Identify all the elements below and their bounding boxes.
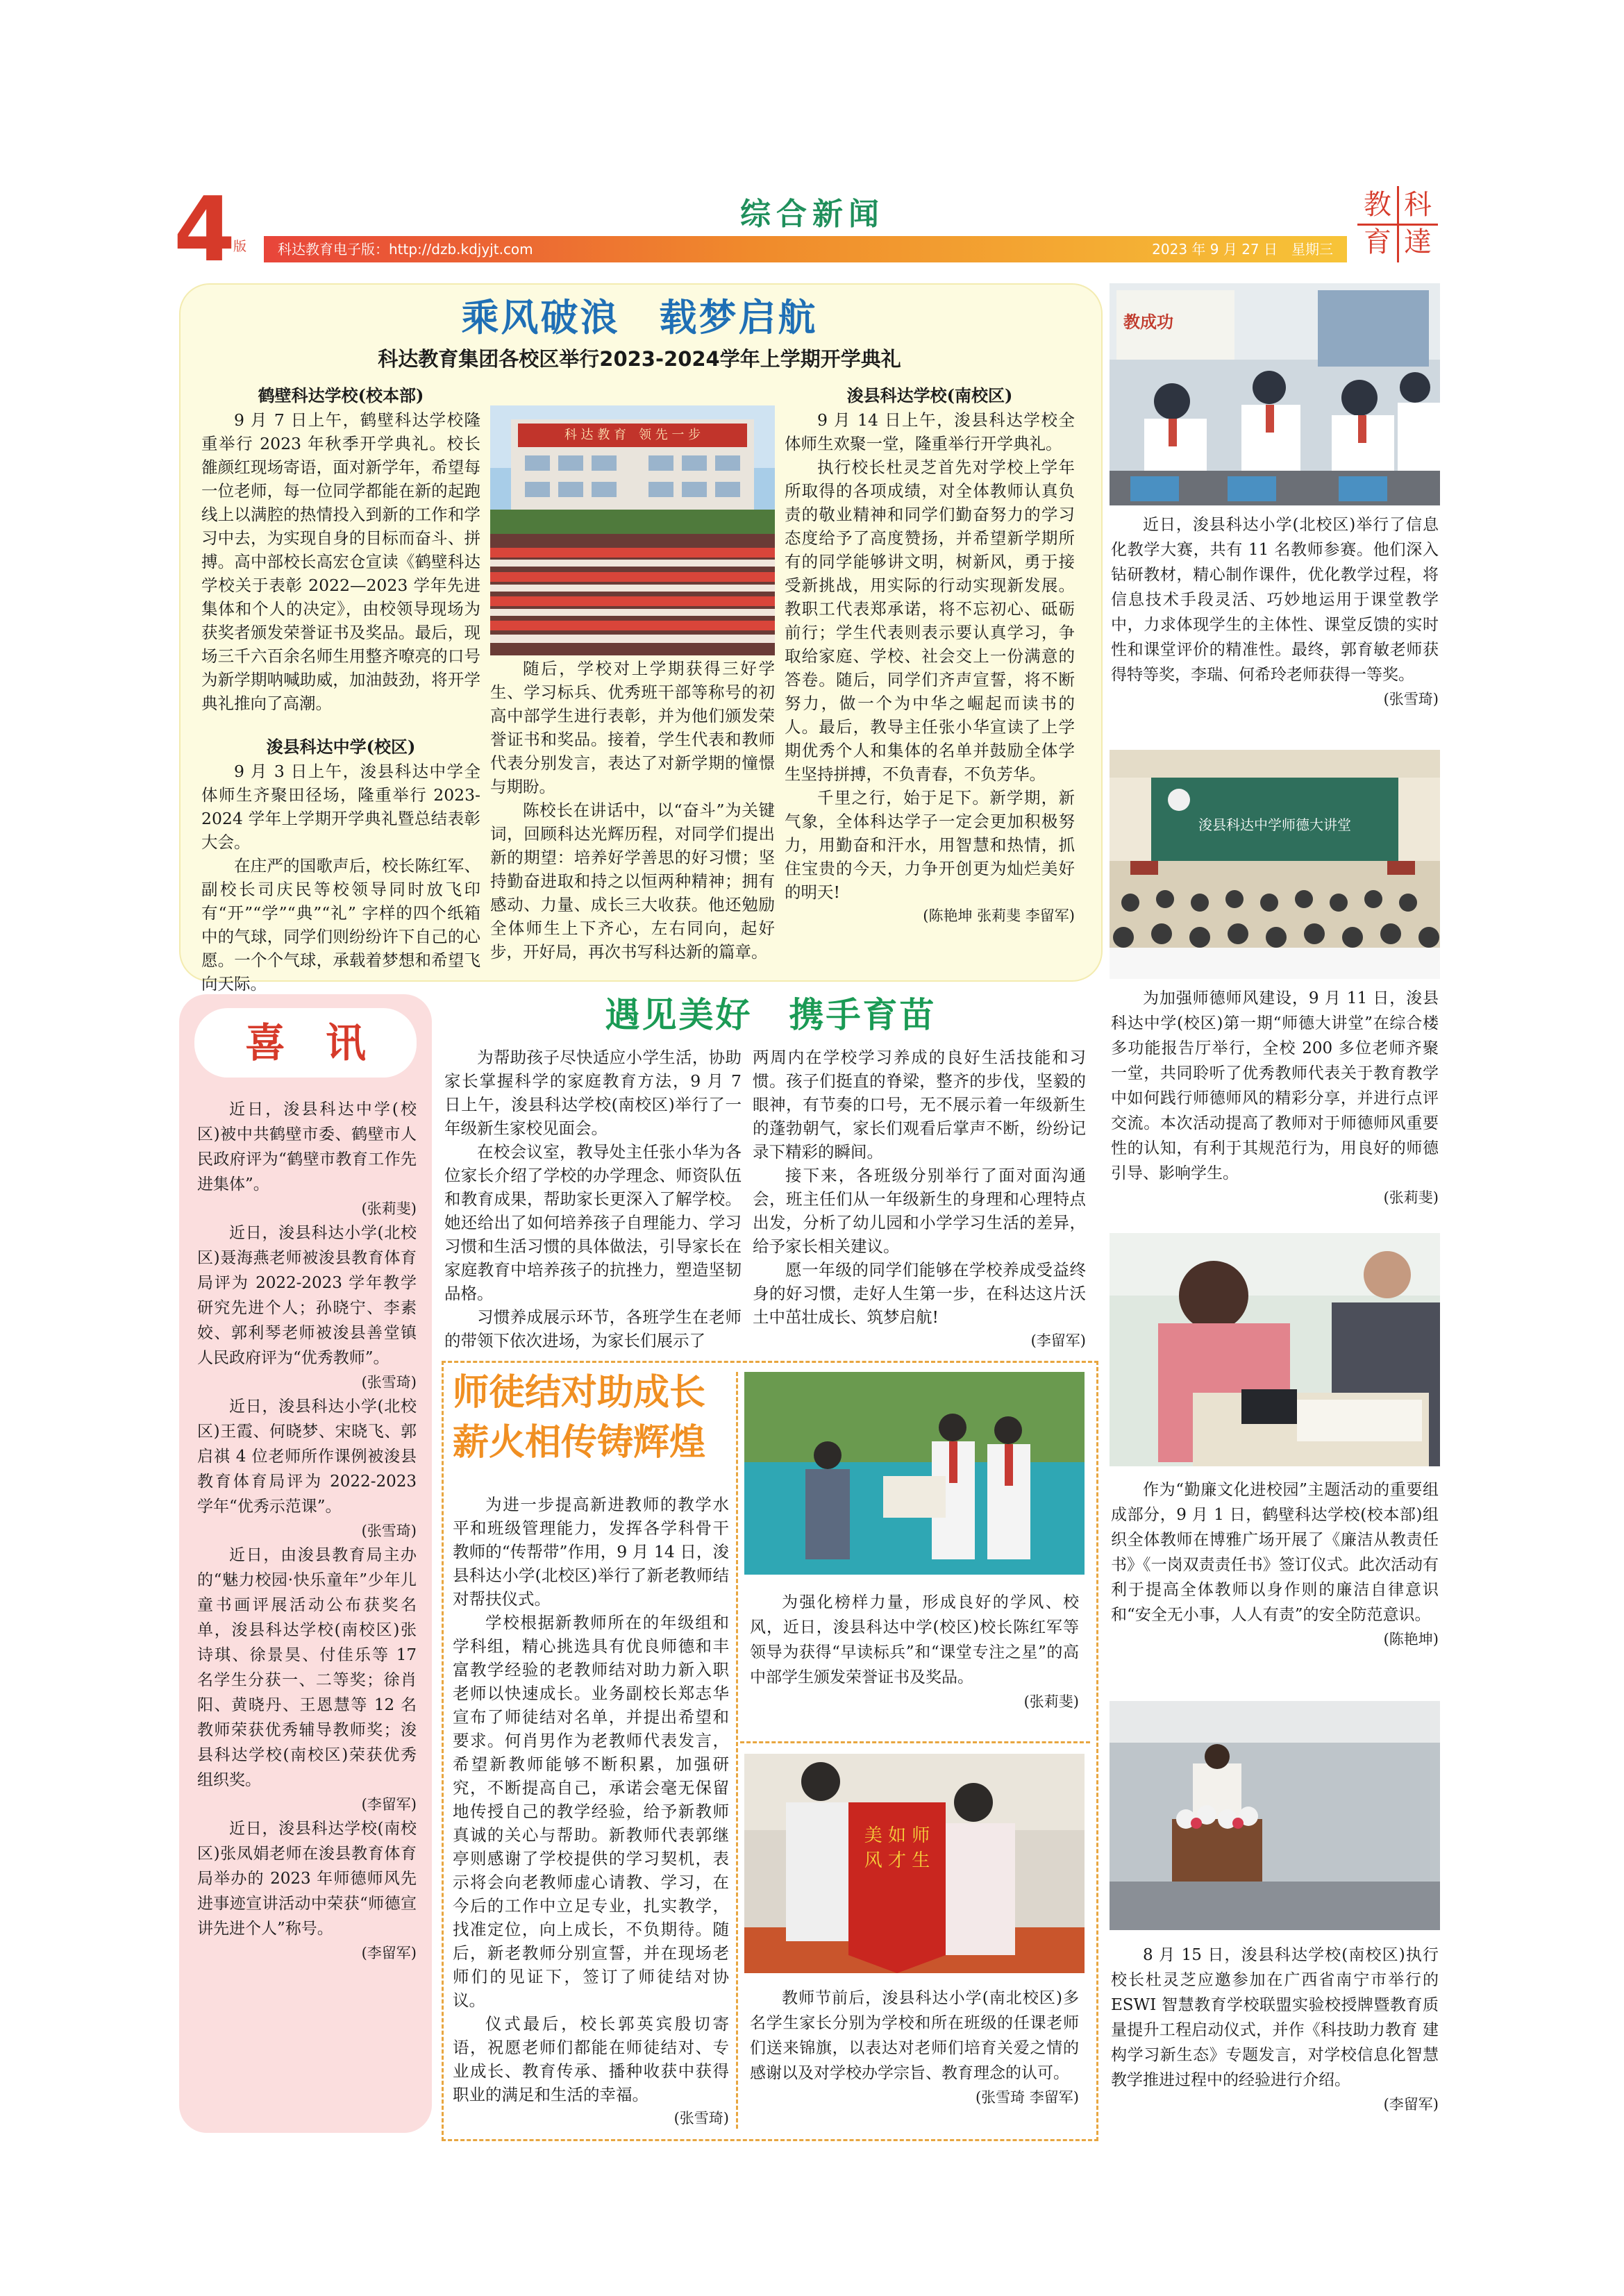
byline: (陈艳坤 张莉斐 李留军) xyxy=(923,907,1075,924)
caption-ethics-lecture xyxy=(1111,986,1439,1209)
caption-text: 近日，浚县科达小学(北校区)举行了信息化教学大赛，共有 11 名教师参赛。他们深入钻研教材，精心制作课件，优化教学过程，将信息技术手段灵活、巧妙地运用于课堂教学中，力求体现学生的主体性、课堂反馈的实时性和课堂评价的精准性。最终，郭育敏老师获得特等奖，李瑞、何希玲老师获得一等奖。 xyxy=(1111,516,1439,684)
board-text: 教成功 xyxy=(1123,312,1173,332)
lecture-banner-text: 浚县科达中学师德大讲堂 xyxy=(1198,816,1351,833)
lead-headline: 乘风破浪 载梦启航 xyxy=(461,296,818,340)
xixun-item xyxy=(197,1543,417,1816)
photo-info-teaching-classroom xyxy=(1110,283,1440,505)
xixun-item-text: 近日，浚县科达小学(北校区)王霞、何晓梦、宋晓飞、郭启祺 4 位老师所作课例被浚县教育体育局评为 2022-2023 学年“优秀示范课”。 xyxy=(197,1398,417,1516)
lead-col-3 xyxy=(785,383,1075,928)
lead-subheadline: 科达教育集团各校区举行2023-2024学年上学期开学典礼 xyxy=(378,347,901,371)
xixun-item xyxy=(197,1221,417,1394)
caption-pennant xyxy=(750,1986,1079,2109)
caption-award-ceremony xyxy=(750,1590,1079,1713)
caption-eswi-speech xyxy=(1111,1943,1439,2116)
photo-banner-text: 科 达 教 育 领 先 一 步 xyxy=(564,428,701,442)
paragraph: 学校根据新教师所在的年级组和学科组，精心挑选具有优良师德和丰富教学经验的老教师结对助力新入职老师以快速成长。业务副校长郑志华宣布了师徒结对名单，并提出希望和要求。何肖男作为老教师代表发言，希望新教师能够不断积累，加强研究，不断提高自己，承诺会毫无保留地传授自己的教学经验，给予新教师真诚的关心与帮助。新教师代表郭继亭则感谢了学校提供的学习契机，表示将会向老教师虚心请教、学习，在今后的工作中立足专业，扎实教学，找准定位，向上成长，不负期待。随后，新老教师分别宣誓，并在现场老师们的见证下，签订了师徒结对协议。 xyxy=(453,1613,729,2010)
photo-integrity-signing xyxy=(1110,1233,1440,1466)
byline: (张雪琦 李留军) xyxy=(975,2089,1079,2106)
xixun-item-text: 近日，浚县科达小学(北校区)聂海燕老师被浚县教育体育局评为 2022-2023 学年教学研究先进个人；孙晓宁、李素姣、郭利琴老师被浚县善堂镇人民政府评为“优秀教师”。 xyxy=(197,1224,417,1367)
photo-eswi-speech xyxy=(1110,1701,1440,1930)
logo-char: 育 xyxy=(1364,226,1391,258)
caption-text: 为加强师德师风建设，9 月 11 日，浚县科达中学(校区)第一期“师德大讲堂”在综合楼多功能报告厅举行，全校 200 多位老师齐聚一堂，共同聆听了优秀教师代表关于教育教学中如何践行师德师风的精彩分享，并进行点评交流。本次活动提高了教师对于师德师风重要性的认知，有利于其规范行为，用良好的师德引导、影响学生。 xyxy=(1111,989,1439,1182)
caption-integrity-signing xyxy=(1111,1477,1439,1651)
paragraph: 仪式最后，校长郭英宾殷切寄语，祝愿老师们都能在师徒结对、专业成长、教育传承、播种收获中获得职业的满足和生活的幸福。 xyxy=(453,2014,729,2104)
byline: (张雪琦) xyxy=(673,2110,729,2127)
byline: (张雪琦) xyxy=(361,1523,417,1539)
paragraph: 执行校长杜灵芝首先对学校上学年所取得的各项成绩，对全体教师认真负责的敬业精神和同学们勤奋努力的学习态度给予了高度赞扬，并希望新学期所有的同学能够讲文明，树新风，勇于接受新挑战，用实际的行动实现新发展。教职工代表郑承诺，将不忘初心、砥砺前行；学生代表则表示要认真学习，争取给家庭、学校、社会交上一份满意的答卷。随后，同学们齐声宣誓，将不断努力，做一个为中华之崛起而读书的人。最后，教导主任张小华宣读了上学期优秀个人和集体的名单并鼓励全体学生坚持拼搏，不负青春，不负芳华。 xyxy=(785,458,1075,784)
subhead-hebi: 鹤壁科达学校(校本部) xyxy=(258,385,424,405)
paragraph: 为进一步提高新进教师的教学水平和班级管理能力，发挥各学科骨干教师的“传帮带”作用，9 月 14 日，浚县科达小学(北校区)举行了新老教师结对帮扶仪式。 xyxy=(453,1495,729,1609)
byline: (张莉斐) xyxy=(1383,1189,1439,1206)
xixun-item xyxy=(197,1394,417,1543)
yujian-col-2 xyxy=(753,1046,1086,1352)
headline-line: 师徒结对助成长 xyxy=(453,1372,706,1414)
yujian-col-1 xyxy=(444,1046,742,1352)
headline-line: 薪火相传铸辉煌 xyxy=(453,1422,706,1464)
paragraph: 在校会议室，教导处主任张小华为各位家长介绍了学校的办学理念、师资队伍和教育成果，帮助家长更深入了解学校。她还给出了如何培养孩子自理能力、学习习惯和生活习惯的具体做法，引导家长在家庭教育中培养孩子的抗挫力，塑造坚韧品格。 xyxy=(444,1142,742,1303)
paragraph: 习惯养成展示环节，各班学生在老师的带领下依次进场，为家长们展示了 xyxy=(444,1307,742,1350)
issue-date: 2023 年 9 月 27 日 星期三 xyxy=(1152,241,1333,258)
shitu-headline xyxy=(453,1368,730,1468)
section-title: 综合新闻 xyxy=(740,196,885,232)
pennant-text: 美 如 师 风 才 生 xyxy=(864,1825,930,1871)
xixun-item-text: 近日，浚县科达学校(南校区)张凤娟老师在浚县教育体育局举办的 2023 年师德师风先进事迹宣讲活动中荣获“师德宣讲先进个人”称号。 xyxy=(197,1820,417,1938)
page-number-suffix: 版 xyxy=(233,239,247,254)
xixun-item-text: 近日，浚县科达中学(校区)被中共鹤壁市委、鹤壁市人民政府评为“鹤壁市教育工作先进集体”。 xyxy=(197,1100,417,1193)
paragraph: 陈校长在讲话中，以“奋斗”为关键词，回顾科达光辉历程，对同学们提出新的期望：培养好学善思的好习惯；坚持勤奋进取和持之以恒两种精神；拥有感动、力量、成长三大收获。他还勉励全体师生上下齐心，左右同向，起好步，开好局，再次书写科达新的篇章。 xyxy=(490,801,775,962)
logo-char: 教 xyxy=(1364,189,1391,221)
yujian-headline: 遇见美好 携手育苗 xyxy=(605,995,937,1035)
xixun-item-text: 近日，由浚县教育局主办的“魅力校园·快乐童年”少年儿童书画评展活动公布获奖名单，浚县科达学校(南校区)张诗琪、徐景昊、付佳乐等 17 名学生分获一、二等奖；徐肖阳、黄晓丹、王恩慧等 12 名教师荣获优秀辅导教师奖；浚县科达学校(南校区)荣获优秀组织奖。 xyxy=(197,1546,417,1789)
caption-info-teaching xyxy=(1111,512,1439,711)
logo-divider-v xyxy=(1397,186,1399,262)
paragraph: 愿一年级的同学们能够在学校养成受益终身的好习惯，走好人生第一步，在科达这片沃土中茁壮成长、筑梦启航! xyxy=(753,1260,1086,1327)
lead-col-1 xyxy=(201,383,480,996)
paragraph: 接下来，各班级分别举行了面对面沟通会，班主任们从一年级新生的身理和心理特点出发，分析了幼儿园和小学学习生活的差异，给予家长相关建议。 xyxy=(753,1166,1086,1256)
paragraph: 在庄严的国歌声后，校长陈红军、副校长司庆民等校领导同时放飞印有“开”“学”“典”“礼” 字样的四个纸箱中的气球，同学们则纷纷许下自己的心愿。一个个气球，承载着梦想和希望飞向天际。 xyxy=(201,856,480,994)
xixun-item xyxy=(197,1097,417,1221)
byline: (张雪琦) xyxy=(1383,691,1439,707)
paragraph: 为帮助孩子尽快适应小学生活，协助家长掌握科学的家庭教育方法，9 月 7 日上午，浚县科达学校(南校区)举行了一年级新生家校见面会。 xyxy=(444,1048,742,1138)
column-separator xyxy=(736,1372,738,2129)
byline: (李留军) xyxy=(1383,2096,1439,2113)
subhead-junxian-middle: 浚县科达中学(校区) xyxy=(266,737,416,757)
photo-ethics-lecture xyxy=(1110,750,1440,979)
lead-col-2 xyxy=(490,657,775,964)
paragraph: 随后，学校对上学期获得三好学生、学习标兵、优秀班干部等称号的初高中部学生进行表彰，并为他们颁发荣誉证书和奖品。接着，学生代表和教师代表分别发言，表达了对新学期的憧憬与期盼。 xyxy=(490,659,775,796)
caption-text: 为强化榜样力量，形成良好的学风、校风，近日，浚县科达中学(校区)校长陈红军等领导为获得“早读标兵”和“课堂专注之星”的高中部学生颁发荣誉证书及奖品。 xyxy=(750,1593,1079,1686)
photo-award-ceremony xyxy=(744,1372,1085,1575)
caption-text: 教师节前后，浚县科达小学(南北校区)多名学生家长分别为学校和所在班级的任课老师们送来锦旗，以表达对老师们培育关爱之情的感谢以及对学校办学宗旨、教育理念的认可。 xyxy=(750,1989,1079,2082)
caption-text: 作为“勤廉文化进校园”主题活动的重要组成部分，9 月 1 日，鹤壁科达学校(校本部)组织全体教师在博雅广场开展了《廉洁从教责任书》《一岗双责责任书》签订仪式。此次活动有利于提高全体教师以身作则的廉洁自律意识和“安全无小事，人人有责”的安全防范意识。 xyxy=(1111,1481,1439,1624)
byline: (张莉斐) xyxy=(1023,1693,1079,1710)
paragraph: 9 月 3 日上午，浚县科达中学全体师生齐聚田径场，隆重举行 2023-2024 学年上学期开学典礼暨总结表彰大会。 xyxy=(201,762,480,852)
byline: (李留军) xyxy=(1030,1332,1086,1349)
kd-logo xyxy=(1357,186,1439,262)
mid-separator xyxy=(740,1741,1090,1743)
page-number: 4 xyxy=(174,178,236,282)
shitu-body xyxy=(453,1493,729,2130)
photo-opening-ceremony xyxy=(490,405,775,655)
byline: (李留军) xyxy=(361,1796,417,1813)
byline: (李留军) xyxy=(361,1945,417,1961)
paragraph: 千里之行，始于足下。新学期，新气象，全体科达学子一定会更加积极努力，用勤奋和汗水，用智慧和热情，抓住宝贵的今天，力争开创更为灿烂美好的明天! xyxy=(785,788,1075,902)
byline: (陈艳坤) xyxy=(1383,1631,1439,1648)
byline: (张雪琦) xyxy=(361,1374,417,1391)
logo-char: 達 xyxy=(1404,226,1432,258)
xixun-list xyxy=(197,1097,417,1965)
paragraph: 9 月 7 日上午，鹤壁科达学校隆重举行 2023 年秋季开学典礼。校长雒颜红现场寄语，面对新学年，希望每一位老师，每一位同学都能在新的起跑线上以满腔的热情投入到新的工作和学习中去，为实现自身的目标而奋斗、拼搏。高中部校长高宏仓宣读《鹤壁科达学校关于表彰 2022—2023 学年先进集体和个人的决定》，由校领导现场为获奖者颁发荣誉证书及奖品。最后，现场三千六百余名师生用整齐嘹亮的口号为新学期呐喊助威，加油鼓劲，将开学典礼推向了高潮。 xyxy=(201,410,480,713)
caption-text: 8 月 15 日，浚县科达学校(南校区)执行校长杜灵芝应邀参加在广西省南宁市举行的 ESWI 智慧教育学校联盟实验校授牌暨教育质量提升工程启动仪式，并作《科技助力教育 建构学习新生态》专题发言，对学校信息化智慧教学推进过程中的经验进行介绍。 xyxy=(1111,1946,1439,2089)
xixun-item xyxy=(197,1816,417,1965)
logo-char: 科 xyxy=(1404,189,1432,221)
paragraph: 两周内在学校学习养成的良好生活技能和习惯。孩子们挺直的脊梁，整齐的步伐，坚毅的眼神，有节奏的口号，无不展示着一年级新生的蓬勃朝气，家长们观看后掌声不断，纷纷记录下精彩的瞬间。 xyxy=(753,1048,1086,1162)
xixun-title: 喜 讯 xyxy=(244,1019,366,1066)
paragraph: 9 月 14 日上午，浚县科达学校全体师生欢聚一堂，隆重举行开学典礼。 xyxy=(785,410,1075,453)
byline: (张莉斐) xyxy=(361,1200,417,1217)
site-label[interactable]: 科达教育电子版：http://dzb.kdjyjt.com xyxy=(278,241,533,258)
photo-pennant-presentation xyxy=(744,1754,1085,1973)
subhead-junxian-south: 浚县科达学校(南校区) xyxy=(846,385,1013,405)
